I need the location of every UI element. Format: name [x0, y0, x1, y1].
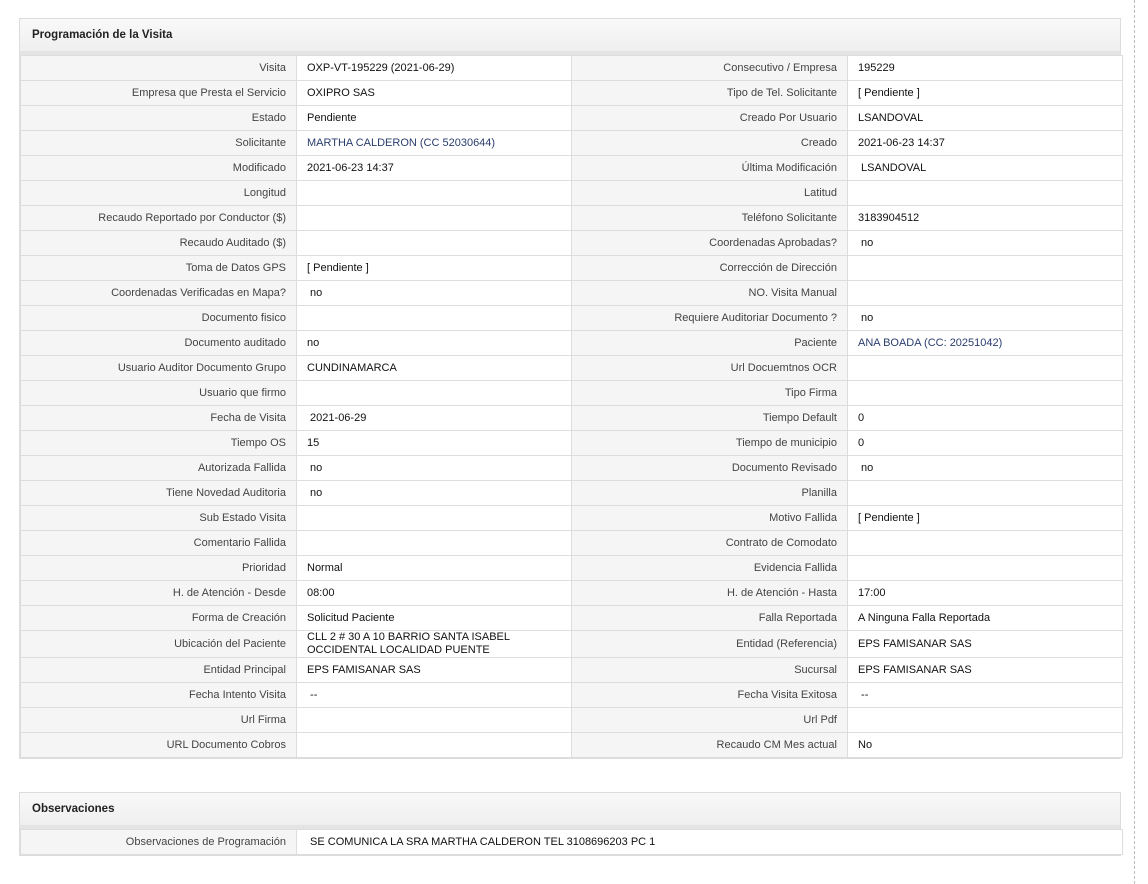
- field-value: ANA BOADA (CC: 20251042): [848, 331, 1123, 356]
- table-row: [21, 181, 1123, 206]
- field-label: Creado: [572, 131, 848, 156]
- field-value: [848, 556, 1123, 581]
- field-label: Documento auditado: [21, 331, 297, 356]
- field-value: no: [297, 481, 572, 506]
- field-value: [848, 481, 1123, 506]
- field-value: no: [848, 231, 1123, 256]
- table-row: [21, 658, 1123, 683]
- field-value: EPS FAMISANAR SAS: [848, 658, 1123, 683]
- table-row: [21, 581, 1123, 606]
- field-value: no: [297, 281, 572, 306]
- field-value: CLL 2 # 30 A 10 BARRIO SANTA ISABEL OCCIDENTAL LOCALIDAD PUENTE: [297, 631, 572, 658]
- field-value: EPS FAMISANAR SAS: [297, 658, 572, 683]
- field-value: No: [848, 733, 1123, 758]
- table-row: [21, 256, 1123, 281]
- field-label: Modificado: [21, 156, 297, 181]
- field-value: 0: [848, 406, 1123, 431]
- table-row: [21, 406, 1123, 431]
- field-value: no: [848, 306, 1123, 331]
- field-label: Motivo Fallida: [572, 506, 848, 531]
- field-value: Normal: [297, 556, 572, 581]
- field-label: Tipo de Tel. Solicitante: [572, 81, 848, 106]
- field-value: CUNDINAMARCA: [297, 356, 572, 381]
- table-row: [21, 456, 1123, 481]
- field-label: Prioridad: [21, 556, 297, 581]
- observaciones-panel: [19, 792, 1121, 856]
- field-label: Solicitante: [21, 131, 297, 156]
- field-label: Ubicación del Paciente: [21, 631, 297, 658]
- field-label: Tiempo OS: [21, 431, 297, 456]
- field-label: Paciente: [572, 331, 848, 356]
- field-label: Tiempo Default: [572, 406, 848, 431]
- table-row: [21, 231, 1123, 256]
- table-row: [21, 206, 1123, 231]
- table-row: [21, 356, 1123, 381]
- field-label: Sucursal: [572, 658, 848, 683]
- field-label: Entidad (Referencia): [572, 631, 848, 658]
- field-value: 08:00: [297, 581, 572, 606]
- field-value: A Ninguna Falla Reportada: [848, 606, 1123, 631]
- field-label: Url Firma: [21, 708, 297, 733]
- field-label: Entidad Principal: [21, 658, 297, 683]
- field-label: Usuario que firmo: [21, 381, 297, 406]
- field-label: Corrección de Dirección: [572, 256, 848, 281]
- field-value: [ Pendiente ]: [848, 81, 1123, 106]
- observaciones-value: SE COMUNICA LA SRA MARTHA CALDERON TEL 3108696203 PC 1: [297, 830, 1123, 855]
- field-label: Visita: [21, 56, 297, 81]
- field-label: Documento fisico: [21, 306, 297, 331]
- table-row: [21, 106, 1123, 131]
- table-row: [21, 606, 1123, 631]
- field-label: Fecha Visita Exitosa: [572, 683, 848, 708]
- field-value: 15: [297, 431, 572, 456]
- page-dashed-border: [1134, 0, 1135, 884]
- field-label: Recaudo Reportado por Conductor ($): [21, 206, 297, 231]
- field-label: Latitud: [572, 181, 848, 206]
- field-label: H. de Atención - Desde: [21, 581, 297, 606]
- field-value: [297, 506, 572, 531]
- field-label: Tiene Novedad Auditoria: [21, 481, 297, 506]
- field-label: Evidencia Fallida: [572, 556, 848, 581]
- field-label: Recaudo Auditado ($): [21, 231, 297, 256]
- field-value: --: [297, 683, 572, 708]
- field-label: Url Pdf: [572, 708, 848, 733]
- field-label: Planilla: [572, 481, 848, 506]
- field-label: Estado: [21, 106, 297, 131]
- field-label: Recaudo CM Mes actual: [572, 733, 848, 758]
- field-value: OXP-VT-195229 (2021-06-29): [297, 56, 572, 81]
- field-value: [297, 206, 572, 231]
- table-row: [21, 306, 1123, 331]
- field-label: Longitud: [21, 181, 297, 206]
- table-row: [21, 156, 1123, 181]
- field-label: Tiempo de municipio: [572, 431, 848, 456]
- field-value: --: [848, 683, 1123, 708]
- programacion-panel: [19, 18, 1121, 759]
- field-label: Autorizada Fallida: [21, 456, 297, 481]
- table-row: [21, 506, 1123, 531]
- field-value: EPS FAMISANAR SAS: [848, 631, 1123, 658]
- field-label: Requiere Auditoriar Documento ?: [572, 306, 848, 331]
- field-value: Solicitud Paciente: [297, 606, 572, 631]
- table-row: [21, 81, 1123, 106]
- field-value: 2021-06-23 14:37: [848, 131, 1123, 156]
- field-value: [297, 531, 572, 556]
- field-value: [297, 306, 572, 331]
- field-value: LSANDOVAL: [848, 106, 1123, 131]
- field-value: [848, 281, 1123, 306]
- field-label: Sub Estado Visita: [21, 506, 297, 531]
- observaciones-title: Observaciones: [20, 793, 1120, 829]
- field-label: Usuario Auditor Documento Grupo: [21, 356, 297, 381]
- field-value: no: [848, 456, 1123, 481]
- field-value: 17:00: [848, 581, 1123, 606]
- field-value: OXIPRO SAS: [297, 81, 572, 106]
- programacion-title: Programación de la Visita: [20, 19, 1120, 55]
- table-row: [21, 683, 1123, 708]
- table-row: [21, 431, 1123, 456]
- field-value: [297, 708, 572, 733]
- programacion-table: [20, 55, 1123, 758]
- field-value: [297, 381, 572, 406]
- field-value: no: [297, 456, 572, 481]
- field-value: 2021-06-23 14:37: [297, 156, 572, 181]
- field-label: Falla Reportada: [572, 606, 848, 631]
- field-label: Forma de Creación: [21, 606, 297, 631]
- table-row: [21, 733, 1123, 758]
- field-value: MARTHA CALDERON (CC 52030644): [297, 131, 572, 156]
- table-row: [21, 56, 1123, 81]
- field-label: Empresa que Presta el Servicio: [21, 81, 297, 106]
- field-label: Creado Por Usuario: [572, 106, 848, 131]
- observaciones-label: Observaciones de Programación: [21, 830, 297, 855]
- field-label: URL Documento Cobros: [21, 733, 297, 758]
- field-label: Toma de Datos GPS: [21, 256, 297, 281]
- table-row: [21, 531, 1123, 556]
- table-row: [21, 708, 1123, 733]
- field-value: LSANDOVAL: [848, 156, 1123, 181]
- field-value: [ Pendiente ]: [297, 256, 572, 281]
- table-row: [21, 631, 1123, 658]
- field-label: Última Modificación: [572, 156, 848, 181]
- field-value: [848, 381, 1123, 406]
- field-label: Consecutivo / Empresa: [572, 56, 848, 81]
- field-value: [848, 708, 1123, 733]
- field-value: [ Pendiente ]: [848, 506, 1123, 531]
- field-label: Url Docuemtnos OCR: [572, 356, 848, 381]
- field-value: [848, 181, 1123, 206]
- field-label: Contrato de Comodato: [572, 531, 848, 556]
- field-value: [848, 531, 1123, 556]
- field-value: no: [297, 331, 572, 356]
- field-value: 2021-06-29: [297, 406, 572, 431]
- field-label: H. de Atención - Hasta: [572, 581, 848, 606]
- field-value: 195229: [848, 56, 1123, 81]
- field-label: NO. Visita Manual: [572, 281, 848, 306]
- field-value: [848, 356, 1123, 381]
- field-label: Coordenadas Verificadas en Mapa?: [21, 281, 297, 306]
- field-value: [297, 733, 572, 758]
- field-value: Pendiente: [297, 106, 572, 131]
- field-value: [297, 231, 572, 256]
- table-row: [21, 331, 1123, 356]
- table-row: [21, 556, 1123, 581]
- field-label: Coordenadas Aprobadas?: [572, 231, 848, 256]
- field-label: Fecha Intento Visita: [21, 683, 297, 708]
- field-value: [848, 256, 1123, 281]
- table-row: [21, 830, 1123, 855]
- table-row: [21, 131, 1123, 156]
- table-row: [21, 281, 1123, 306]
- field-value: 3183904512: [848, 206, 1123, 231]
- table-row: [21, 381, 1123, 406]
- field-label: Comentario Fallida: [21, 531, 297, 556]
- field-value: [297, 181, 572, 206]
- table-row: [21, 481, 1123, 506]
- field-label: Documento Revisado: [572, 456, 848, 481]
- field-label: Teléfono Solicitante: [572, 206, 848, 231]
- field-label: Fecha de Visita: [21, 406, 297, 431]
- field-label: Tipo Firma: [572, 381, 848, 406]
- field-value: 0: [848, 431, 1123, 456]
- observaciones-table: [20, 829, 1123, 855]
